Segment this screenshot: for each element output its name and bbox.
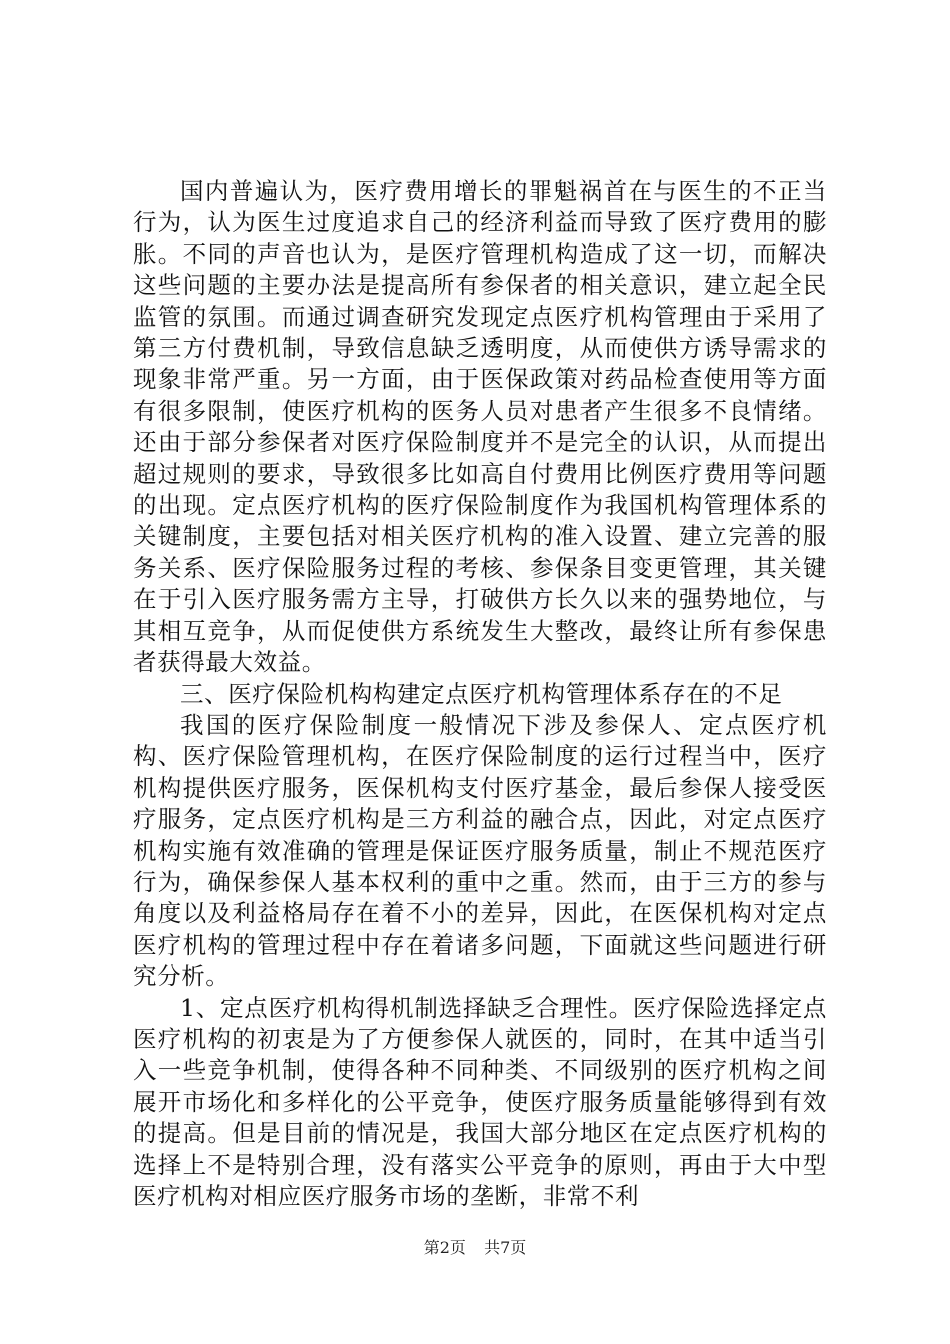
page-footer: [0, 1238, 950, 1258]
paragraph-medical-cost-causes: 国内普遍认为，医疗费用增长的罪魁祸首在与医生的不正当行为，认为医生过度追求自己的经济利益而导致了医疗费用的膨胀。不同的声音也认为，是医疗管理机构造成了这一切，而解决这些问题的主要办法是提高所有参保者的相关意识，建立起全民监管的氛围。而通过调查研究发现定点医疗机构管理由于采用了第三方付费机制，导致信息缺乏透明度，从而使供方诱导需求的现象非常严重。另一方面，由于医保政策对药品检查使用等方面有很多限制，使医疗机构的医务人员对患者产生很多不良情绪。还由于部分参保者对医疗保险制度并不是完全的认识，从而提出超过规则的要求，导致很多比如高自付费用比例医疗费用等问题的出现。定点医疗机构的医疗保险制度作为我国机构管理体系的关键制度，主要包括对相关医疗机构的准入设置、建立完善的服务关系、医疗保险服务过程的考核、参保条目变更管理，其关键在于引入医疗服务需方主导，打破供方长久以来的强势地位，与其相互竞争，从而促使供方系统发生大整改，最终让所有参保患者获得最大效益。: [133, 177, 827, 677]
document-body: [133, 176, 827, 1212]
section-heading: 三、医疗保险机构构建定点医疗机构管理体系存在的不足: [180, 679, 783, 708]
paragraph-insurance-system: 我国的医疗保险制度一般情况下涉及参保人、定点医疗机构、医疗保险管理机构，在医疗保险制度的运行过程当中，医疗机构提供医疗服务，医保机构支付医疗基金，最后参保人接受医疗服务，定点医疗机构是三方利益的融合点，因此，对定点医疗机构实施有效准确的管理是保证医疗服务质量，制止不规范医疗行为，确保参保人基本权利的重中之重。然而，由于三方的参与角度以及利益格局存在着不小的差异，因此，在医保机构对定点医疗机构的管理过程中存在着诸多问题，下面就这些问题进行研究分析。: [133, 710, 827, 991]
page-number: 第2页: [423, 1238, 466, 1257]
paragraph-point-1: 1、定点医疗机构得机制选择缺乏合理性。医疗保险选择定点医疗机构的初衷是为了方便参保人就医的，同时，在其中适当引入一些竞争机制，使得各种不同种类、不同级别的医疗机构之间展开市场化和多样化的公平竞争，使医疗服务质量能够得到有效的提高。但是目前的情况是，我国大部分地区在定点医疗机构的选择上不是特别合理，没有落实公平竞争的原则，再由于大中型医疗机构对相应医疗服务市场的垄断，非常不利: [133, 993, 827, 1210]
page-total: 共7页: [484, 1238, 527, 1257]
